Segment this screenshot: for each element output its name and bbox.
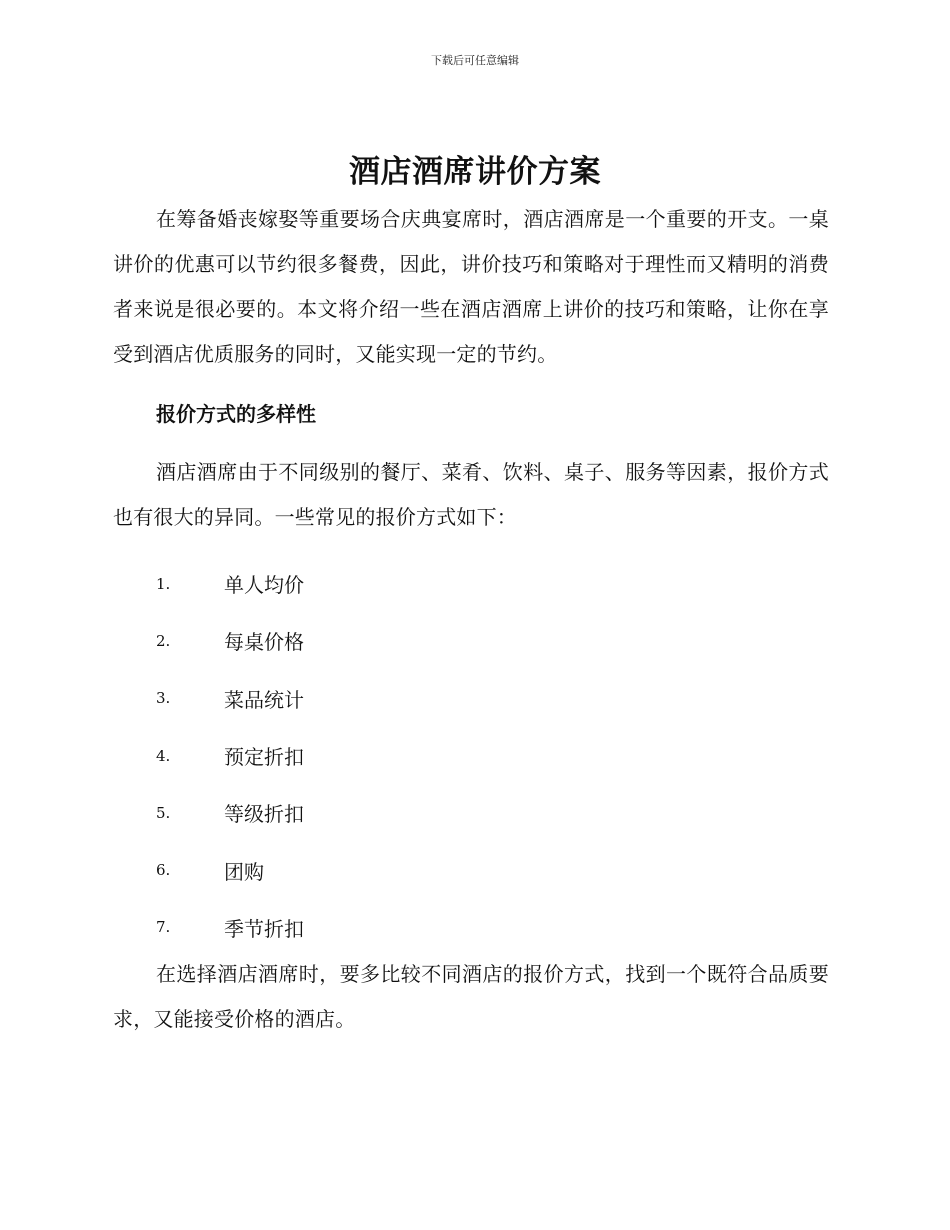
list-item (156, 727, 304, 784)
list-item (156, 670, 304, 727)
intro-paragraph: 在筹备婚丧嫁娶等重要场合庆典宴席时，酒店酒席是一个重要的开支。一桌讲价的优惠可以节约很多餐费，因此，讲价技巧和策略对于理性而又精明的消费者来说是很必要的。本文将介绍一些在酒店酒席上讲价的技巧和策略，让你在享受到酒店优质服务的同时，又能实现一定的节约。 (113, 207, 829, 366)
list-item-number: 1. (156, 574, 171, 593)
list-item-number: 3. (156, 689, 171, 708)
list-item (156, 899, 304, 956)
list-item (156, 784, 304, 841)
document-title: 酒店酒席讲价方案 (349, 154, 601, 190)
list-item-label: 季节折扣 (224, 916, 304, 941)
list-item-number: 4. (156, 746, 171, 765)
list-item-label: 菜品统计 (224, 687, 304, 712)
list-item-number: 2. (156, 631, 171, 650)
list-item-number: 5. (156, 803, 171, 822)
list-item-label: 等级折扣 (224, 802, 304, 827)
list-item-number: 6. (156, 861, 171, 880)
list-item (156, 841, 304, 898)
list-item-label: 预定折扣 (224, 745, 304, 770)
list-item-number: 7. (156, 918, 171, 937)
list-item-label: 团购 (224, 859, 264, 884)
list-item-label: 每桌价格 (224, 630, 304, 655)
section-heading: 报价方式的多样性 (156, 402, 316, 426)
list-item (156, 612, 304, 669)
list-item (156, 555, 304, 612)
page-header: 下载后可任意编辑 (431, 54, 519, 67)
pricing-methods-paragraph: 酒店酒席由于不同级别的餐厅、菜肴、饮料、桌子、服务等因素，报价方式也有很大的异同。一些常见的报价方式如下： (113, 460, 829, 529)
selection-advice-paragraph: 在选择酒店酒席时，要多比较不同酒店的报价方式，找到一个既符合品质要求，又能接受价格的酒店。 (113, 962, 829, 1031)
list-item-label: 单人均价 (224, 573, 304, 598)
pricing-methods-list (156, 555, 304, 956)
